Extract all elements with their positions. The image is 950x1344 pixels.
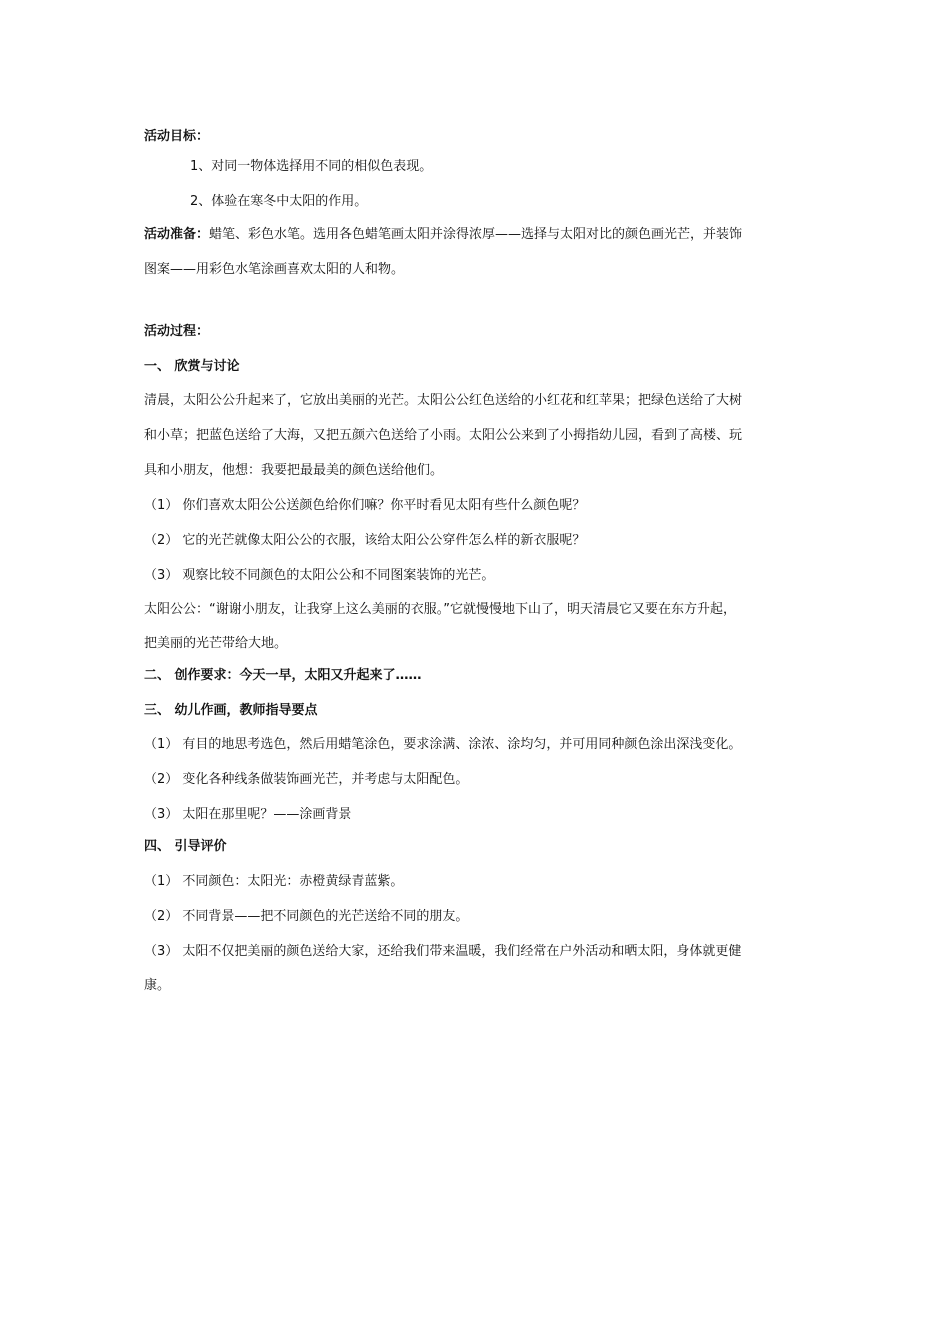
- section-1-question-1: （1） 你们喜欢太阳公公送颜色给你们嘛？你平时看见太阳有些什么颜色呢？: [144, 498, 586, 513]
- prep-paragraph-line-1: [144, 225, 824, 245]
- section-4-item-1: （1） 不同颜色：太阳光：赤橙黄绿青蓝紫。: [144, 874, 404, 889]
- goal-item-2: 2、体验在寒冬中太阳的作用。: [190, 194, 368, 209]
- goal-item-1: 1、对同一物体选择用不同的相似色表现。: [190, 159, 433, 174]
- section-1-question-2: （2） 它的光芒就像太阳公公的衣服，该给太阳公公穿件怎么样的新衣服呢？: [144, 533, 586, 548]
- prep-text-line-1: 蜡笔、彩色水笔。选用各色蜡笔画太阳并涂得浓厚——选择与太阳对比的颜色画光芒，并装饰: [209, 227, 743, 242]
- section-3-title: 三、 幼儿作画，教师指导要点: [144, 703, 318, 718]
- section-1-question-3: （3） 观察比较不同颜色的太阳公公和不同图案装饰的光芒。: [144, 568, 495, 583]
- section-4-item-3: （3） 太阳不仅把美丽的颜色送给大家，还给我们带来温暖，我们经常在户外活动和晒太阳，身体就更健: [144, 944, 742, 959]
- section-2-title: 二、 创作要求：今天一早，太阳又升起来了……: [144, 668, 422, 683]
- prep-text-line-2: 图案——用彩色水笔涂画喜欢太阳的人和物。: [144, 262, 405, 277]
- section-4-item-2: （2） 不同背景——把不同颜色的光芒送给不同的朋友。: [144, 909, 469, 924]
- section-1-closing-line-2: 把美丽的光芒带给大地。: [144, 636, 288, 651]
- section-1-story-line-3: 具和小朋友，他想：我要把最最美的颜色送给他们。: [144, 463, 444, 478]
- goal-heading: 活动目标：: [144, 129, 210, 144]
- prep-label: 活动准备：: [144, 227, 210, 242]
- section-3-item-3: （3） 太阳在那里呢？——涂画背景: [144, 807, 352, 822]
- section-4-title: 四、 引导评价: [144, 839, 227, 854]
- section-1-closing-line-1: 太阳公公：“谢谢小朋友，让我穿上这么美丽的衣服。”它就慢慢地下山了，明天清晨它又要在东方升起，: [144, 602, 736, 617]
- section-1-title: 一、 欣赏与讨论: [144, 359, 240, 374]
- section-3-item-1: （1） 有目的地思考选色，然后用蜡笔涂色，要求涂满、涂浓、涂均匀，并可用同种颜色涂出深浅变化。: [144, 737, 742, 752]
- section-1-story-line-1: 清晨，太阳公公升起来了，它放出美丽的光芒。太阳公公红色送给的小红花和红苹果；把绿色送给了大树: [144, 393, 743, 408]
- section-3-item-2: （2） 变化各种线条做装饰画光芒，并考虑与太阳配色。: [144, 772, 469, 787]
- section-1-story-line-2: 和小草；把蓝色送给了大海，又把五颜六色送给了小雨。太阳公公来到了小拇指幼儿园，看到了高楼、玩: [144, 428, 743, 443]
- section-4-item-3-continued: 康。: [144, 978, 171, 993]
- process-heading: 活动过程：: [144, 324, 210, 339]
